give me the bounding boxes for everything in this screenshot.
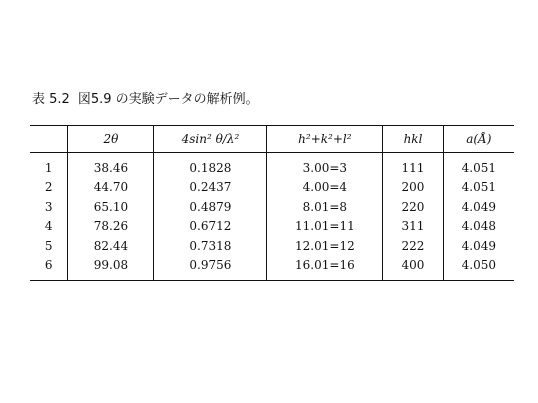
table-caption bbox=[32, 91, 259, 109]
header-two-theta: 2θ bbox=[68, 126, 154, 153]
table-header-row bbox=[30, 126, 514, 153]
header-hkl: hkl bbox=[383, 126, 443, 153]
header-index bbox=[30, 126, 68, 153]
cell-hkl: 222 bbox=[383, 236, 443, 256]
cell-sin-squared: 0.2437 bbox=[154, 178, 267, 198]
cell-lattice-constant: 4.050 bbox=[443, 256, 514, 281]
cell-two-theta: 99.08 bbox=[68, 256, 154, 281]
cell-two-theta: 65.10 bbox=[68, 197, 154, 217]
cell-hkl-squared-sum: 12.01=12 bbox=[267, 236, 383, 256]
table-row bbox=[30, 256, 514, 281]
cell-hkl-squared-sum: 16.01=16 bbox=[267, 256, 383, 281]
cell-lattice-constant: 4.048 bbox=[443, 217, 514, 237]
header-hkl-squared-sum: h²+k²+l² bbox=[267, 126, 383, 153]
cell-index: 1 bbox=[44, 160, 53, 175]
cell-lattice-constant: 4.051 bbox=[443, 153, 514, 178]
cell-hkl: 220 bbox=[383, 197, 443, 217]
cell-lattice-constant: 4.049 bbox=[443, 236, 514, 256]
table-row bbox=[30, 236, 514, 256]
cell-hkl: 311 bbox=[383, 217, 443, 237]
cell-sin-squared: 0.1828 bbox=[154, 153, 267, 178]
cell-sin-squared: 0.4879 bbox=[154, 197, 267, 217]
cell-hkl-squared-sum: 4.00=4 bbox=[267, 178, 383, 198]
cell-sin-squared: 0.6712 bbox=[154, 217, 267, 237]
cell-hkl-squared-sum: 3.00=3 bbox=[267, 153, 383, 178]
cell-index: 5 bbox=[44, 238, 53, 253]
cell-hkl-squared-sum: 8.01=8 bbox=[267, 197, 383, 217]
cell-lattice-constant: 4.049 bbox=[443, 197, 514, 217]
cell-lattice-constant: 4.051 bbox=[443, 178, 514, 198]
cell-index: 2 bbox=[44, 180, 53, 195]
cell-hkl: 400 bbox=[383, 256, 443, 281]
diffraction-analysis-table bbox=[30, 125, 514, 281]
cell-two-theta: 44.70 bbox=[68, 178, 154, 198]
cell-sin-squared: 0.7318 bbox=[154, 236, 267, 256]
cell-index: 3 bbox=[44, 199, 53, 214]
cell-index: 6 bbox=[44, 258, 53, 273]
cell-hkl-squared-sum: 11.01=11 bbox=[267, 217, 383, 237]
table-title: 図5.9 の実験データの解析例。 bbox=[77, 92, 259, 107]
cell-hkl: 200 bbox=[383, 178, 443, 198]
cell-two-theta: 38.46 bbox=[68, 153, 154, 178]
table-row bbox=[30, 153, 514, 178]
header-lattice-constant: a(Å) bbox=[443, 126, 514, 153]
table-row bbox=[30, 197, 514, 217]
cell-hkl: 111 bbox=[383, 153, 443, 178]
table-number: 表 5.2 bbox=[32, 92, 70, 107]
cell-two-theta: 82.44 bbox=[68, 236, 154, 256]
cell-sin-squared: 0.9756 bbox=[154, 256, 267, 281]
header-sin-squared: 4sin² θ/λ² bbox=[154, 126, 267, 153]
cell-index: 4 bbox=[44, 219, 53, 234]
cell-two-theta: 78.26 bbox=[68, 217, 154, 237]
table-row bbox=[30, 178, 514, 198]
table-row bbox=[30, 217, 514, 237]
